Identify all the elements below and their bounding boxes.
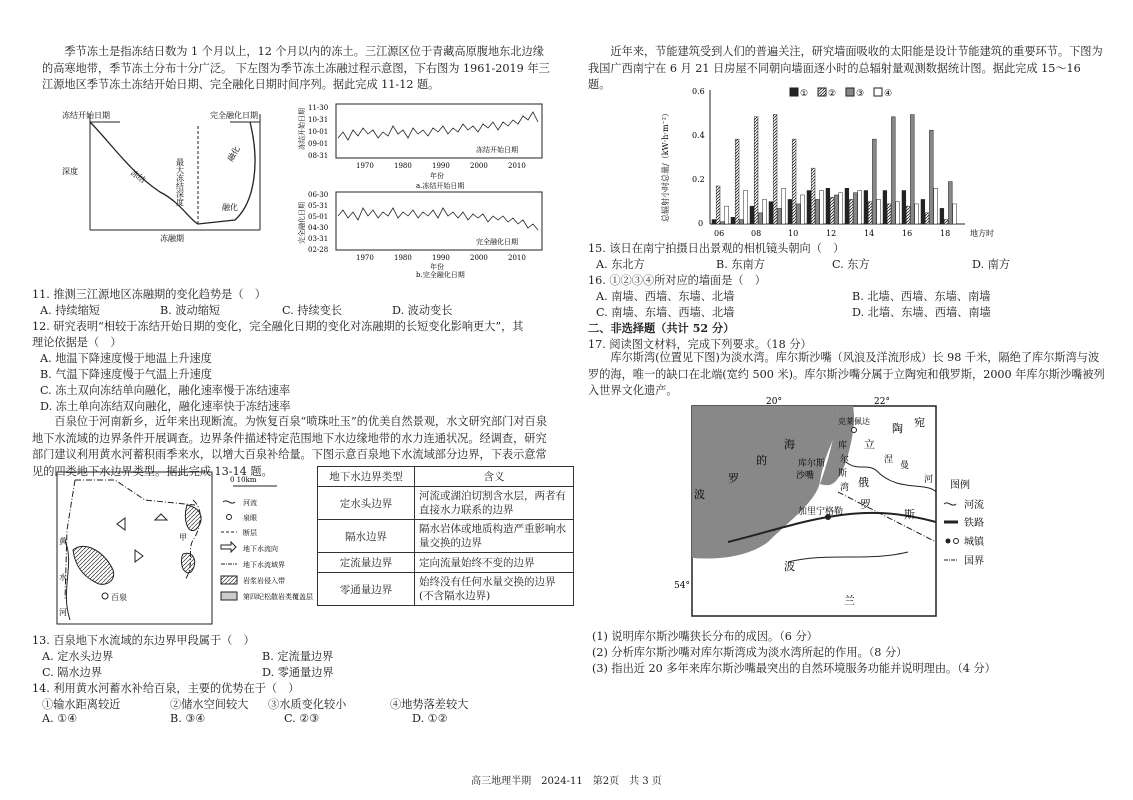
bar-08-series-2 xyxy=(754,117,758,224)
intro-paragraph-3: 近年来，节能建筑受到人们的普遍关注，研究墙面吸收的太阳能是设计节能建筑的重要环节。下图为我国广西南宁在 6 月 21 日房屋不同朝向墙面逐小时的总辐射量观测数据统计图。据此完成 15～16 题。 xyxy=(588,45,1103,91)
q15-option-a[interactable]: A. 东北方 xyxy=(596,258,645,271)
period-label: 冻融期 xyxy=(160,234,184,243)
legend-swatch-3 xyxy=(846,88,854,96)
bar-13-series-1 xyxy=(845,188,849,224)
q17-sub-3: (3) 指出近 20 多年来库尔斯沙嘴最突出的自然环境服务功能并说明理由。（4 分） xyxy=(592,662,996,675)
svg-text:断层: 断层 xyxy=(243,529,257,537)
q14-option-c[interactable]: C. ②③ xyxy=(284,712,320,725)
q11-option-d[interactable]: D. 波动变长 xyxy=(392,304,453,317)
bar-18-series-1 xyxy=(940,208,944,224)
bar-13-series-3 xyxy=(853,193,857,224)
x-tick-14: 14 xyxy=(864,229,875,238)
q12-stem-line1: 12. 研究表明“相较于冻结开始日期的变化，完全融化日期的变化对冻融期的长短变化影响更大”，其 xyxy=(32,320,524,333)
bar-07-series-3 xyxy=(739,220,743,224)
x-axis-label: 地方时 xyxy=(970,229,994,238)
svg-text:波: 波 xyxy=(694,488,705,501)
q14-item-1: ①输水距离较近 xyxy=(42,698,121,711)
q12-stem-line2: 理论依据是（ ） xyxy=(32,336,122,349)
svg-text:2010: 2010 xyxy=(508,162,526,170)
svg-text:湾: 湾 xyxy=(840,483,850,493)
svg-text:1980: 1980 xyxy=(394,254,412,262)
bar-10-series-4 xyxy=(801,195,805,224)
radiation-bar-chart xyxy=(660,82,1040,242)
bar-15-series-3 xyxy=(891,117,895,224)
svg-text:河: 河 xyxy=(59,608,67,617)
q12-option-a[interactable]: A. 地温下降速度慢于地温上升速度 xyxy=(40,352,212,365)
bar-13-series-4 xyxy=(858,191,862,225)
svg-text:0 10km: 0 10km xyxy=(230,476,257,484)
q13-option-b[interactable]: B. 定流量边界 xyxy=(262,650,334,663)
svg-text:海: 海 xyxy=(784,438,795,451)
svg-text:08-31: 08-31 xyxy=(308,152,329,160)
q14-option-d[interactable]: D. ①② xyxy=(412,712,448,725)
bar-10-series-2 xyxy=(792,139,796,224)
bar-14-series-4 xyxy=(877,199,881,224)
melt-label-1: 融化 xyxy=(225,144,242,163)
svg-text:的: 的 xyxy=(756,454,767,467)
q16-option-c[interactable]: C. 南墙、东墙、西墙、北墙 xyxy=(596,306,735,319)
bar-10-series-3 xyxy=(796,204,800,224)
section-2-heading: 二、非选择题（共计 52 分） xyxy=(588,321,735,335)
q17-material: 库尔斯湾(位置见下图)为淡水湾。库尔斯沙嘴（风浪及洋流形成）长 98 千米，隔绝了库尔斯湾与波罗的海，唯一的缺口在北端(宽约 500 米)。库尔斯沙嘴分属于立陶宛和俄罗斯，2000 年库尔斯沙嘴被列入世界文化遗产。 xyxy=(588,351,1105,397)
svg-text:河流: 河流 xyxy=(243,499,257,507)
bar-11-series-3 xyxy=(815,199,819,224)
svg-text:曼: 曼 xyxy=(900,461,910,471)
legend-swatch-1 xyxy=(790,88,798,96)
thaw-end-label: 完全融化日期 xyxy=(210,111,258,120)
q11-option-a[interactable]: A. 持续缩短 xyxy=(40,304,100,317)
svg-text:宛: 宛 xyxy=(914,416,925,429)
chart-y-label: 总辐射小时总量/（kW·h·m⁻²） xyxy=(661,108,670,222)
svg-text:年份: 年份 xyxy=(430,263,444,271)
q12-option-d[interactable]: D. 冻土单向冻结双向融化，融化速率快于冻结速率 xyxy=(40,400,291,413)
freeze-start-label: 冻结开始日期 xyxy=(62,111,110,120)
svg-text:05-31: 05-31 xyxy=(308,202,329,210)
svg-text:05-01: 05-01 xyxy=(308,213,329,221)
curonian-spit-map xyxy=(674,392,1048,622)
svg-text:54°: 54° xyxy=(674,581,690,591)
q14-option-b[interactable]: B. ③④ xyxy=(170,712,206,725)
svg-text:2000: 2000 xyxy=(470,254,488,262)
bar-06-series-2 xyxy=(716,186,720,224)
bar-17-series-2 xyxy=(925,213,929,224)
bar-11-series-2 xyxy=(811,168,815,224)
svg-text:铁路: 铁路 xyxy=(964,518,984,529)
bar-12-series-4 xyxy=(839,193,843,224)
legend-label-3: ③ xyxy=(856,89,865,99)
q15-option-d[interactable]: D. 南方 xyxy=(972,258,1011,271)
q13-option-a[interactable]: A. 定水头边界 xyxy=(42,650,114,663)
svg-text:b.完全融化日期: b.完全融化日期 xyxy=(416,271,465,279)
svg-text:泉眼: 泉眼 xyxy=(243,514,257,522)
y-tick-0: 0.6 xyxy=(692,87,705,96)
bar-16-series-2 xyxy=(906,206,910,224)
svg-text:涅: 涅 xyxy=(884,455,894,465)
svg-text:岩浆岩侵入带: 岩浆岩侵入带 xyxy=(243,577,285,585)
svg-text:06-30: 06-30 xyxy=(308,191,329,199)
svg-text:波: 波 xyxy=(784,560,795,573)
q17-sub-1: (1) 说明库尔斯沙嘴狭长分布的成因。（6 分） xyxy=(592,630,818,643)
series-legend-b: 完全融化日期 xyxy=(476,238,518,246)
bar-06-series-3 xyxy=(720,222,724,224)
legend-label-1: ① xyxy=(800,89,809,99)
bar-08-series-3 xyxy=(758,213,762,224)
svg-text:第四纪松散岩类覆盖层: 第四纪松散岩类覆盖层 xyxy=(243,593,313,601)
svg-text:03-31: 03-31 xyxy=(308,235,329,243)
bar-06-series-1 xyxy=(712,220,716,224)
svg-text:1990: 1990 xyxy=(432,162,450,170)
svg-text:a.冻结开始日期: a.冻结开始日期 xyxy=(416,182,465,190)
bar-16-series-4 xyxy=(915,204,919,224)
svg-text:兰: 兰 xyxy=(844,594,855,607)
bar-11-series-4 xyxy=(820,191,824,225)
bar-11-series-1 xyxy=(807,191,811,225)
q12-option-c[interactable]: C. 冻土双向冻结单向融化，融化速率慢于冻结速率 xyxy=(40,384,291,397)
svg-text:河流: 河流 xyxy=(964,500,984,511)
bar-12-series-3 xyxy=(834,195,838,224)
svg-text:1980: 1980 xyxy=(394,162,412,170)
svg-text:1970: 1970 xyxy=(356,162,374,170)
svg-text:09-01: 09-01 xyxy=(308,140,329,148)
svg-text:库尔斯: 库尔斯 xyxy=(798,459,826,469)
page-footer: 高三地理半期 2024-11 第2页 共 3 页 xyxy=(471,776,662,787)
svg-text:10-31: 10-31 xyxy=(308,116,329,124)
melt-label-2: 融化 xyxy=(222,203,238,212)
svg-text:国界: 国界 xyxy=(964,556,984,567)
bar-16-series-1 xyxy=(902,191,906,225)
bar-09-series-3 xyxy=(777,208,781,224)
intro-paragraph-2: 百泉位于河南新乡，近年来出现断流。为恢复百泉“喷珠吐玉”的优美自然景观，水文研究部门对百泉地下水流域的边界条件开展调查。边界条件描述特定范围地下水边缘地带的水力连通状况。经调查，研究部门建议利用黄水河蓄积雨季来水，以增大百泉补给量。下图示意百泉地下水流域部分边界，下表示意常见的四类地下水边界类型。据此完成 13-14 题。 xyxy=(32,415,547,478)
q14-item-4: ④地势落差较大 xyxy=(390,698,469,711)
svg-text:图例: 图例 xyxy=(950,480,970,491)
svg-text:11-30: 11-30 xyxy=(308,104,329,112)
svg-text:10-01: 10-01 xyxy=(308,128,329,136)
svg-text:甲: 甲 xyxy=(179,533,187,542)
svg-text:河: 河 xyxy=(924,475,934,485)
q16-option-d[interactable]: D. 北墙、东墙、西墙、南墙 xyxy=(852,306,991,319)
bar-09-series-2 xyxy=(773,115,777,224)
svg-text:沙嘴: 沙嘴 xyxy=(796,471,815,481)
y-tick-3: 0 xyxy=(698,219,704,228)
svg-text:1990: 1990 xyxy=(432,254,450,262)
q17-stem: 17. 阅读图文材料，完成下列要求。（18 分） xyxy=(588,338,812,351)
svg-text:年份: 年份 xyxy=(430,172,444,180)
q14-option-a[interactable]: A. ①④ xyxy=(42,712,78,725)
freeze-thaw-diagram xyxy=(60,102,280,242)
svg-text:02-28: 02-28 xyxy=(308,246,329,254)
svg-text:罗: 罗 xyxy=(860,498,871,511)
svg-text:罗: 罗 xyxy=(728,472,739,485)
bar-08-series-1 xyxy=(750,206,754,224)
svg-text:完全融化日期: 完全融化日期 xyxy=(298,202,306,244)
svg-text:库: 库 xyxy=(838,441,848,451)
svg-text:2010: 2010 xyxy=(508,254,526,262)
freeze-label: 冻结 xyxy=(128,168,148,185)
q14-item-2: ②储水空间较大 xyxy=(170,698,249,711)
legend-label-4: ④ xyxy=(884,89,893,99)
max-depth-label: 最大冻结深度 xyxy=(175,158,185,206)
svg-text:尔: 尔 xyxy=(840,455,850,465)
x-tick-18: 18 xyxy=(940,229,951,238)
svg-text:04-30: 04-30 xyxy=(308,224,329,232)
svg-text:地下水流向: 地下水流向 xyxy=(243,545,278,553)
freeze-start-timeseries xyxy=(298,100,548,190)
bar-14-series-1 xyxy=(864,191,868,225)
baiquan-map xyxy=(55,470,313,630)
x-tick-12: 12 xyxy=(826,229,837,238)
y-tick-1: 0.4 xyxy=(692,131,705,140)
legend-swatch-2 xyxy=(818,88,826,96)
bar-10-series-1 xyxy=(788,199,792,224)
bar-18-series-3 xyxy=(948,182,952,224)
q13-stem: 13. 百泉地下水流域的东边界甲段属于（ ） xyxy=(32,634,255,647)
bar-09-series-4 xyxy=(782,188,786,224)
svg-text:黄: 黄 xyxy=(59,537,67,546)
bar-17-series-1 xyxy=(921,199,925,224)
svg-text:2000: 2000 xyxy=(470,162,488,170)
bar-12-series-1 xyxy=(826,188,830,224)
svg-text:陶: 陶 xyxy=(892,422,903,435)
bar-14-series-2 xyxy=(868,202,872,224)
svg-text:城镇: 城镇 xyxy=(964,537,984,548)
legend-swatch-4 xyxy=(874,88,882,96)
bar-15-series-4 xyxy=(896,202,900,224)
q14-stem: 14. 利用黄水河蓄水补给百泉，主要的优势在于（ ） xyxy=(32,682,300,695)
q11-option-c[interactable]: C. 持续变长 xyxy=(282,304,343,317)
bar-14-series-3 xyxy=(872,139,876,224)
bar-12-series-2 xyxy=(830,197,834,224)
bar-07-series-2 xyxy=(735,139,739,224)
bar-16-series-3 xyxy=(910,115,914,224)
bar-08-series-4 xyxy=(763,199,767,224)
q16-stem: 16. ①②③④所对应的墙面是（ ） xyxy=(588,274,766,287)
q15-option-c[interactable]: C. 东方 xyxy=(832,258,870,271)
x-tick-16: 16 xyxy=(902,229,913,238)
svg-text:水: 水 xyxy=(59,573,67,582)
q12-option-b[interactable]: B. 气温下降速度慢于气温上升速度 xyxy=(40,368,212,381)
x-tick-10: 10 xyxy=(788,229,799,238)
y-tick-2: 0.2 xyxy=(692,175,705,184)
svg-text:1970: 1970 xyxy=(356,254,374,262)
bar-07-series-4 xyxy=(744,191,748,225)
legend-label-2: ② xyxy=(828,89,837,99)
bar-07-series-1 xyxy=(731,217,735,224)
series-legend-a: 冻结开始日期 xyxy=(476,146,518,154)
svg-text:20°: 20° xyxy=(766,397,782,407)
bar-17-series-3 xyxy=(929,130,933,224)
q13-option-d[interactable]: D. 零通量边界 xyxy=(262,666,334,679)
intro-paragraph-1: 季节冻土是指冻结日数为 1 个月以上，12 个月以内的冻土。三江源区位于青藏高原腹地东北边缘的高寒地带，季节冻土分布十分广泛。 下左图为季节冻土冻融过程示意图，下右图为 1961-2019 年三江源地区季节冻土冻结开始日期、完全融化日期时间序列。据此完成 11-12 题。 xyxy=(42,45,550,91)
svg-text:地下水流域界: 地下水流域界 xyxy=(243,561,285,569)
q11-stem: 11. 推测三江源地区冻融期的变化趋势是（ ） xyxy=(32,288,266,301)
q11-option-b[interactable]: B. 波动缩短 xyxy=(160,304,221,317)
svg-text:立: 立 xyxy=(864,438,875,451)
svg-text:俄: 俄 xyxy=(858,476,869,489)
boundary-types-table: 地下水边界类型 含义 定水头边界 河流或湖泊切割含水层，两者有直接水力联系的边界 隔水边界 隔水岩体或地质构造严重影响水量交换的边界 定流量边界 定向流量始终不变的边界 零通量边界 始终没有任何水量交换的边界(不含隔水边界) xyxy=(317,466,574,606)
bar-15-series-2 xyxy=(887,204,891,224)
svg-text:克莱佩达: 克莱佩达 xyxy=(838,417,870,426)
bar-09-series-1 xyxy=(769,202,773,224)
bar-06-series-4 xyxy=(725,206,729,224)
bar-13-series-2 xyxy=(849,199,853,224)
thaw-end-timeseries xyxy=(298,188,548,278)
q17-sub-2: (2) 分析库尔斯沙嘴对库尔斯湾成为淡水湾所起的作用。（8 分） xyxy=(592,646,908,659)
q15-stem: 15. 该日在南宁拍摄日出景观的相机镜头朝向（ ） xyxy=(588,242,845,255)
svg-text:斯: 斯 xyxy=(838,469,848,479)
svg-text:百泉: 百泉 xyxy=(111,593,127,602)
svg-text:斯: 斯 xyxy=(904,508,915,521)
bar-18-series-2 xyxy=(944,220,948,224)
bar-18-series-4 xyxy=(953,204,957,224)
svg-text:22°: 22° xyxy=(874,397,890,407)
svg-text:加里宁格勒: 加里宁格勒 xyxy=(798,507,844,517)
svg-text:冻结开始日期: 冻结开始日期 xyxy=(298,108,306,150)
bar-17-series-4 xyxy=(934,188,938,224)
q13-option-c[interactable]: C. 隔水边界 xyxy=(42,666,103,679)
x-tick-08: 08 xyxy=(751,229,762,238)
q14-item-3: ③水质变化较小 xyxy=(268,698,347,711)
q16-option-b[interactable]: B. 北墙、西墙、东墙、南墙 xyxy=(852,290,991,303)
bar-15-series-1 xyxy=(883,191,887,225)
x-tick-06: 06 xyxy=(714,229,725,238)
q16-option-a[interactable]: A. 南墙、西墙、东墙、北墙 xyxy=(596,290,735,303)
depth-label: 深度 xyxy=(62,167,78,176)
q15-option-b[interactable]: B. 东南方 xyxy=(716,258,765,271)
